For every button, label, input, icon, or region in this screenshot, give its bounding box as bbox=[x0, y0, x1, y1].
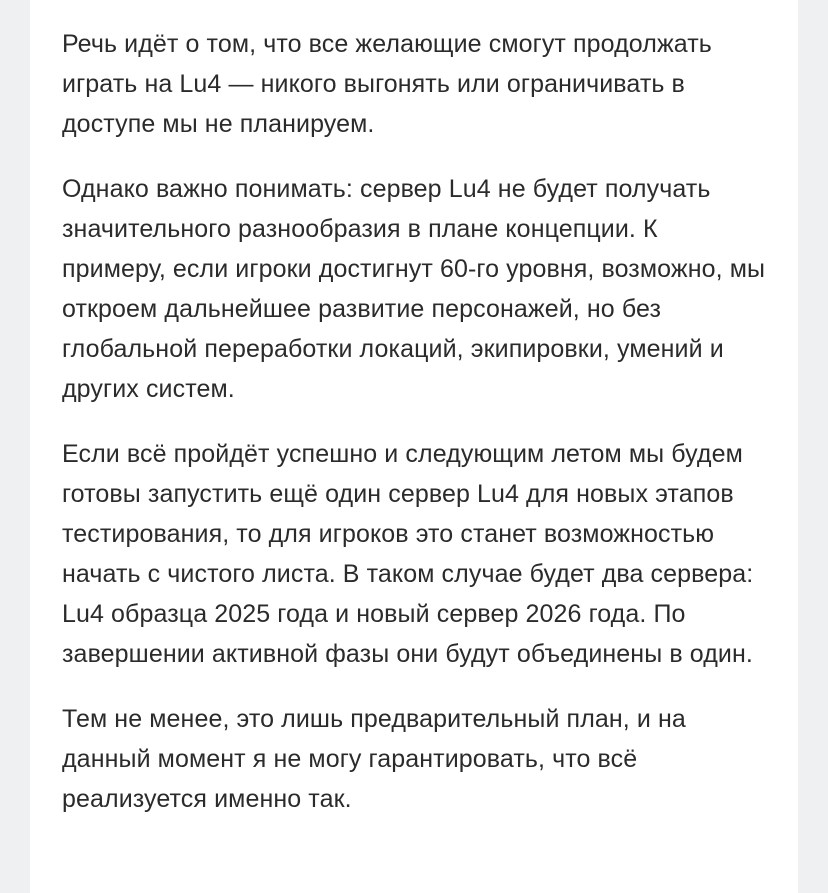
article-paragraph-4: Тем не менее, это лишь предварительный план, и на данный момент я не могу гарантировать, что всё реализуется именно так. bbox=[62, 705, 686, 813]
article-paragraph-2: Однако важно понимать: сервер Lu4 не будет получать значительного разнообразия в плане концепции. К примеру, если игроки достигнут 60-го уровня, возможно, мы откроем дальнейшее развитие персонажей, но без глобальной переработки локаций, экипировки, умений и других систем. bbox=[62, 175, 766, 403]
article-card bbox=[30, 0, 798, 893]
article-paragraph-3: Если всё пройдёт успешно и следующим летом мы будем готовы запустить ещё один сервер Lu4 для новых этапов тестирования, то для игроков это станет возможностью начать с чистого листа. В таком случае будет два сервера: Lu4 образца 2025 года и новый сервер 2026 года. По завершении активной фазы они будут объединены в один. bbox=[62, 440, 754, 668]
article-paragraph-1: Речь идёт о том, что все желающие смогут продолжать играть на Lu4 — никого выгонять или ограничивать в доступе мы не планируем. bbox=[62, 30, 712, 138]
